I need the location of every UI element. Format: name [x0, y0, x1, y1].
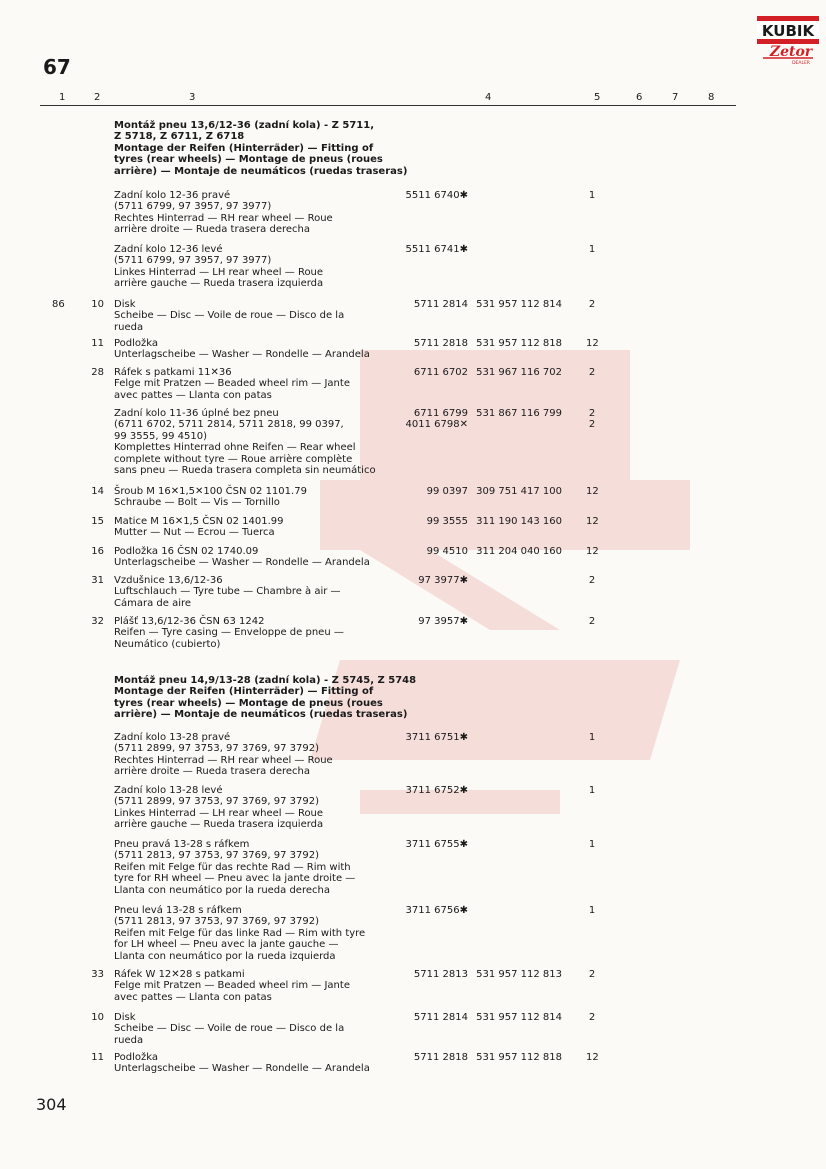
catalog-code: 531 957 112 818	[476, 1052, 562, 1063]
desc-line: Rechtes Hinterrad — RH rear wheel — Roue	[114, 212, 333, 224]
quantity: 2	[588, 299, 596, 310]
desc-line: Plášť 13,6/12-36 ČSN 63 1242	[114, 616, 265, 627]
reference-number: 11	[91, 338, 104, 349]
desc-line: Podložka	[114, 338, 159, 349]
catalog-code: 311 190 143 160	[476, 516, 562, 527]
quantity: 1	[588, 244, 596, 255]
quantity: 12	[586, 546, 599, 557]
quantity: 1	[588, 190, 596, 201]
desc-line: (5711 2813, 97 3753, 97 3769, 97 3792)	[114, 850, 320, 862]
part-number: 5711 2818	[413, 1052, 468, 1063]
desc-line: Scheibe — Disc — Voile de roue — Disco de la	[114, 1023, 345, 1035]
desc-line: rueda	[114, 321, 144, 333]
desc-line: arrière gauche — Rueda trasera izquierda	[114, 278, 324, 290]
column-header-5: 5	[594, 92, 601, 103]
header-rule	[40, 105, 736, 106]
section-number: 67	[43, 55, 71, 79]
reference-number: 14	[91, 486, 104, 497]
desc-line: Unterlagscheibe — Washer — Rondelle — Arandela	[114, 557, 370, 569]
desc-line: Pneu levá 13-28 s ráfkem	[114, 905, 242, 916]
desc-line: Ráfek s patkami 11✕36	[114, 367, 232, 378]
reference-number: 10	[91, 1012, 104, 1023]
desc-line: Felge mit Pratzen — Beaded wheel rim — Jante	[114, 980, 350, 992]
column-header-2: 2	[94, 92, 101, 103]
desc-line: sans pneu — Rueda trasera completa sin neumático	[114, 465, 376, 477]
logo-brand-bottom: Zetor	[769, 44, 813, 60]
desc-line: Llanta con neumático por la rueda derecha	[114, 884, 330, 896]
part-number: 3711 6756✱	[405, 905, 468, 916]
desc-line: rueda	[114, 1034, 144, 1046]
desc-line: Zadní kolo 11-36 úplné bez pneu	[114, 408, 279, 419]
part-number: 5511 6741✱	[405, 244, 468, 255]
reference-number: 15	[91, 516, 104, 527]
catalog-code: 531 867 116 799	[476, 408, 562, 419]
desc-line: Reifen — Tyre casing — Enveloppe de pneu —	[114, 627, 344, 639]
desc-line: (6711 6702, 5711 2814, 5711 2818, 99 0397,	[114, 419, 344, 431]
catalog-code: 311 204 040 160	[476, 546, 562, 557]
quantity: 12	[586, 516, 599, 527]
desc-line: (5711 2899, 97 3753, 97 3769, 97 3792)	[114, 743, 320, 755]
quantity: 12	[586, 338, 599, 349]
part-number: 3711 6755✱	[405, 839, 468, 850]
part-number: 4011 6798✕	[405, 419, 468, 431]
logo-dealer: DEALER	[792, 61, 810, 66]
desc-line: (5711 2813, 97 3753, 97 3769, 97 3792)	[114, 916, 320, 928]
reference-number: 28	[91, 367, 104, 378]
title-line: arrière) — Montaje de neumáticos (ruedas traseras)	[114, 709, 408, 721]
quantity: 2	[588, 616, 596, 627]
column-header-1: 1	[59, 92, 66, 103]
part-number: 5711 2814	[413, 1012, 468, 1023]
title-line: Montage der Reifen (Hinterräder) — Fitting of	[114, 142, 374, 154]
section-title-2	[114, 675, 416, 721]
desc-line: for LH wheel — Pneu avec la jante gauche —	[114, 939, 339, 951]
quantity: 2	[588, 419, 596, 431]
part-number: 97 3977✱	[418, 575, 468, 586]
catalog-code: 531 967 116 702	[476, 367, 562, 378]
part-number: 99 3555	[426, 516, 468, 527]
quantity: 2	[588, 408, 596, 419]
column-header-7: 7	[672, 92, 679, 103]
desc-line: Podložka 16 ČSN 02 1740.09	[114, 546, 259, 557]
quantity: 1	[588, 785, 596, 796]
column-header-4: 4	[485, 92, 492, 103]
kubik-zetor-logo	[757, 14, 819, 66]
desc-line: Zadní kolo 13-28 levé	[114, 785, 223, 796]
part-number: 5511 6740✱	[405, 190, 468, 201]
desc-line: Zadní kolo 12-36 pravé	[114, 190, 231, 201]
desc-line: Unterlagscheibe — Washer — Rondelle — Arandela	[114, 349, 370, 361]
reference-number: 32	[91, 616, 104, 627]
quantity: 2	[588, 575, 596, 586]
desc-line: Felge mit Pratzen — Beaded wheel rim — Jante	[114, 378, 350, 390]
desc-line: Vzdušnice 13,6/12-36	[114, 575, 223, 586]
part-number: 99 4510	[426, 546, 468, 557]
reference-number: 33	[91, 969, 104, 980]
desc-line: Luftschlauch — Tyre tube — Chambre à air —	[114, 586, 341, 598]
title-line: tyres (rear wheels) — Montage de pneus (roues	[114, 154, 383, 166]
quantity: 12	[586, 1052, 599, 1063]
desc-line: 99 3555, 99 4510)	[114, 430, 207, 442]
reference-number: 10	[91, 299, 104, 310]
quantity: 1	[588, 732, 596, 743]
desc-line: Reifen mit Felge für das linke Rad — Rim with tyre	[114, 927, 366, 939]
desc-line: Neumático (cubierto)	[114, 638, 221, 650]
desc-line: (5711 6799, 97 3957, 97 3977)	[114, 255, 272, 267]
quantity: 1	[588, 839, 596, 850]
quantity: 12	[586, 486, 599, 497]
section-title-1	[114, 120, 407, 177]
desc-line: Linkes Hinterrad — LH rear wheel — Roue	[114, 266, 324, 278]
desc-line: Cámara de aire	[114, 597, 192, 609]
desc-line: complete without tyre — Roue arrière complète	[114, 453, 353, 465]
logo-brand-top: KUBIK	[761, 22, 815, 40]
catalog-code: 309 751 417 100	[476, 486, 562, 497]
part-number: 5711 2814	[413, 299, 468, 310]
desc-line: arrière droite — Rueda trasera derecha	[114, 766, 310, 778]
desc-line: arrière droite — Rueda trasera derecha	[114, 224, 310, 236]
part-number: 99 0397	[426, 486, 468, 497]
desc-line: Matice M 16✕1,5 ČSN 02 1401.99	[114, 516, 284, 527]
catalog-code: 531 957 112 814	[476, 299, 562, 310]
catalog-code: 531 957 112 818	[476, 338, 562, 349]
quantity: 2	[588, 969, 596, 980]
catalog-code: 531 957 112 813	[476, 969, 562, 980]
desc-line: Zadní kolo 12-36 levé	[114, 244, 223, 255]
part-number: 6711 6799	[413, 408, 468, 419]
desc-line: Ráfek W 12✕28 s patkami	[114, 969, 245, 980]
desc-line: avec pattes — Llanta con patas	[114, 389, 272, 401]
title-line: Montáž pneu 14,9/13-28 (zadní kola) - Z 5745, Z 5748	[114, 675, 417, 686]
catalog-code: 531 957 112 814	[476, 1012, 562, 1023]
part-number: 97 3957✱	[418, 616, 468, 627]
desc-line: Linkes Hinterrad — LH rear wheel — Roue	[114, 807, 324, 819]
desc-line: Pneu pravá 13-28 s ráfkem	[114, 839, 250, 850]
quantity: 2	[588, 1012, 596, 1023]
desc-line: Mutter — Nut — Ecrou — Tuerca	[114, 527, 275, 539]
desc-line: Zadní kolo 13-28 pravé	[114, 732, 231, 743]
column-header-6: 6	[636, 92, 643, 103]
title-line: Z 5718, Z 6711, Z 6718	[114, 131, 245, 143]
column-header-3: 3	[189, 92, 196, 103]
desc-line: Schraube — Bolt — Vis — Tornillo	[114, 497, 280, 509]
reference-number: 16	[91, 546, 104, 557]
title-line: Montage der Reifen (Hinterräder) — Fitting of	[114, 686, 374, 698]
desc-line: Komplettes Hinterrad ohne Reifen — Rear wheel	[114, 442, 356, 454]
desc-line: Podložka	[114, 1052, 159, 1063]
desc-line: Reifen mit Felge für das rechte Rad — Rim with	[114, 861, 351, 873]
desc-line: (5711 2899, 97 3753, 97 3769, 97 3792)	[114, 796, 320, 808]
part-number: 3711 6751✱	[405, 732, 468, 743]
part-number: 6711 6702	[413, 367, 468, 378]
desc-line: Unterlagscheibe — Washer — Rondelle — Arandela	[114, 1063, 370, 1075]
reference-number: 31	[91, 575, 104, 586]
desc-line: (5711 6799, 97 3957, 97 3977)	[114, 201, 272, 213]
part-number: 5711 2813	[413, 969, 468, 980]
desc-line: avec pattes — Llanta con patas	[114, 991, 272, 1003]
desc-line: Šroub M 16✕1,5✕100 ČSN 02 1101.79	[114, 486, 307, 497]
title-line: tyres (rear wheels) — Montage de pneus (roues	[114, 697, 383, 709]
desc-line: Scheibe — Disc — Voile de roue — Disco de la	[114, 310, 345, 322]
reference-number: 11	[91, 1052, 104, 1063]
desc-line: Rechtes Hinterrad — RH rear wheel — Roue	[114, 754, 333, 766]
quantity: 1	[588, 905, 596, 916]
desc-line: Llanta con neumático por la rueda izquierda	[114, 950, 336, 962]
column-header-8: 8	[708, 92, 715, 103]
desc-line: arrière gauche — Rueda trasera izquierda	[114, 819, 324, 831]
quantity: 2	[588, 367, 596, 378]
part-number: 3711 6752✱	[405, 785, 468, 796]
page-number: 304	[36, 1095, 67, 1114]
position-number: 86	[52, 299, 65, 310]
desc-line: tyre for RH wheel — Pneu avec la jante droite —	[114, 873, 356, 885]
desc-line: Disk	[114, 299, 136, 310]
title-line: arrière) — Montaje de neumáticos (ruedas traseras)	[114, 165, 408, 177]
desc-line: Disk	[114, 1012, 136, 1023]
title-line: Montáž pneu 13,6/12-36 (zadní kola) - Z 5711,	[114, 120, 375, 131]
part-number: 5711 2818	[413, 338, 468, 349]
